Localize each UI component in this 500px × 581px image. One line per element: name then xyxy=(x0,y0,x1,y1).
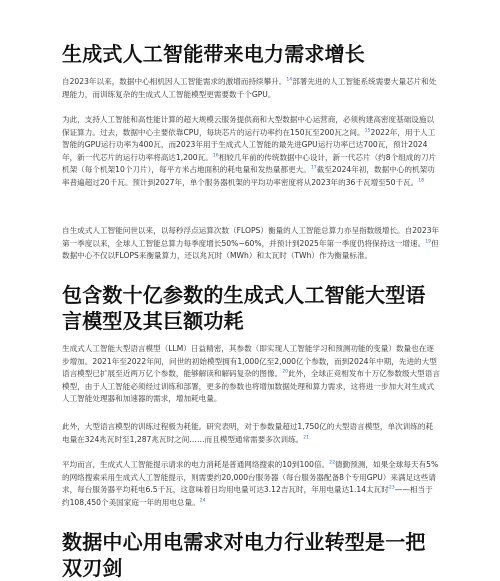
paragraph-text: 此外，大型语言模型的训练过程极为耗能。研究表明，对于参数量超过1,750亿的大型语言模型，单次训练的耗电量在324兆瓦时至1,287兆瓦时之间……而且模型通常需要多次训练。 xyxy=(62,422,434,444)
paragraph xyxy=(62,225,440,263)
paragraph-text: 生成式人工智能大型语言模型（LLM）日益精密，其参数（即实现人工智能学习和预测功能的变量）数量也在逐步增加。2021年至2022年间，问世的初始模型拥有1,000亿至2,000亿个参数，而到2024年中期，先进的大型语言模型已扩展至近两万亿个参数，能够解读和解码复杂的图像。 xyxy=(62,344,437,379)
footnote-ref[interactable]: 17 xyxy=(310,165,317,171)
paragraph xyxy=(62,76,440,101)
footnote-ref[interactable]: 21 xyxy=(303,435,310,441)
footnote-ref[interactable]: 23 xyxy=(388,485,395,491)
paragraph-text: 自生成式人工智能问世以来，以每秒浮点运算次数（FLOPS）衡量的人工智能总算力亦呈指数级增长。自2023年第一季度以来，全球人工智能总算力每季度增长50%~60%，并预计到2025年第一季度仍将保持这一增速。 xyxy=(62,226,440,248)
paragraph-text: 此外，全球正竞相发布十万亿参数级大型语言模型，由于人工智能必须经过训练和部署，更多的参数也将增加数据处理和算力需求，这将进一步加大对生成式人工智能处理器和加速器的需求，增加耗电量。 xyxy=(62,369,440,404)
footnote-ref[interactable]: 16 xyxy=(212,153,219,159)
paragraph-text: 德勤预测，如果全球每天有5%的网络搜索采用生成式人工智能提示，则需要约20,000台服务器（每台服务器配备8个专用GPU）来满足这些请求，每台服务器平均耗电6.5千瓦，这意味着日均用电量可达3.12吉瓦时，年用电量达1.14太瓦时 xyxy=(62,460,439,495)
footnote-ref[interactable]: 18 xyxy=(418,178,425,184)
paragraph xyxy=(62,459,440,509)
footnote-ref[interactable]: 20 xyxy=(282,369,289,375)
paragraph-text: 为此，支持人工智能和高性能计算的超大规模云服务提供商和大型数据中心运营商，必须构建高密度基础设施以保证算力。过去，数据中心主要依靠CPU，每块芯片的运行功率约在150瓦至200瓦之间。 xyxy=(62,115,435,137)
footnote-ref[interactable]: 19 xyxy=(425,239,432,245)
footnote-ref[interactable]: 14 xyxy=(286,77,293,83)
paragraph-text: 截至2024年初，数据中心的机架功率普遍超过20千瓦。预计到2027年，单个服务器机架的平均功率密度将从2023年的36千瓦增至50千瓦。 xyxy=(62,165,435,187)
section-heading: 数据中心用电需求对电力行业转型是一把双刃剑 xyxy=(62,530,426,580)
paragraph xyxy=(62,343,440,406)
paragraph-text: 相较几年前的传统数据中心设计，新一代芯片（约8个组成的刀片机架（每个机架10个刀片），每平方米占地面积的耗电量和发热量都更大。 xyxy=(62,152,437,175)
paragraph-text: ——相当于约108,450个美国家庭一年的用电总量。 xyxy=(62,485,433,507)
section-heading: 生成式人工智能带来电力需求增长 xyxy=(62,42,365,66)
paragraph-text: 自2023年以来，数据中心相机因人工智能需求的激增而持续攀升。 xyxy=(62,77,287,86)
paragraph-text: 平均而言，生成式人工智能提示请求的电力消耗是普通网络搜索的10到100倍。 xyxy=(62,460,330,469)
paragraph-text: 部署先进的人工智能系统需要大量芯片和处理能力，而训练复杂的生成式人工智能模型更需要数千个GPU。 xyxy=(62,77,437,99)
footnote-ref[interactable]: 24 xyxy=(199,498,206,504)
footnote-ref[interactable]: 15 xyxy=(364,128,371,134)
paragraph-text: 但数据中心不仅以FLOPS来衡量算力，还以兆瓦时（MWh）和太瓦时（TWh）作为衡量标准。 xyxy=(62,238,439,261)
paragraph xyxy=(62,114,440,190)
section-heading: 包含数十亿参数的生成式人工智能大型语言模型及其巨额功耗 xyxy=(62,283,426,333)
footnote-ref[interactable]: 22 xyxy=(329,460,336,466)
paragraph-text: 2022年，用于人工智能的GPU运行功率为400瓦，而2023年用于生成式人工智能的最先进GPU运行功率已达700瓦，预计2024年，新一代芯片的运行功率将高达1,200瓦。 xyxy=(62,127,436,162)
paragraph xyxy=(62,421,440,446)
